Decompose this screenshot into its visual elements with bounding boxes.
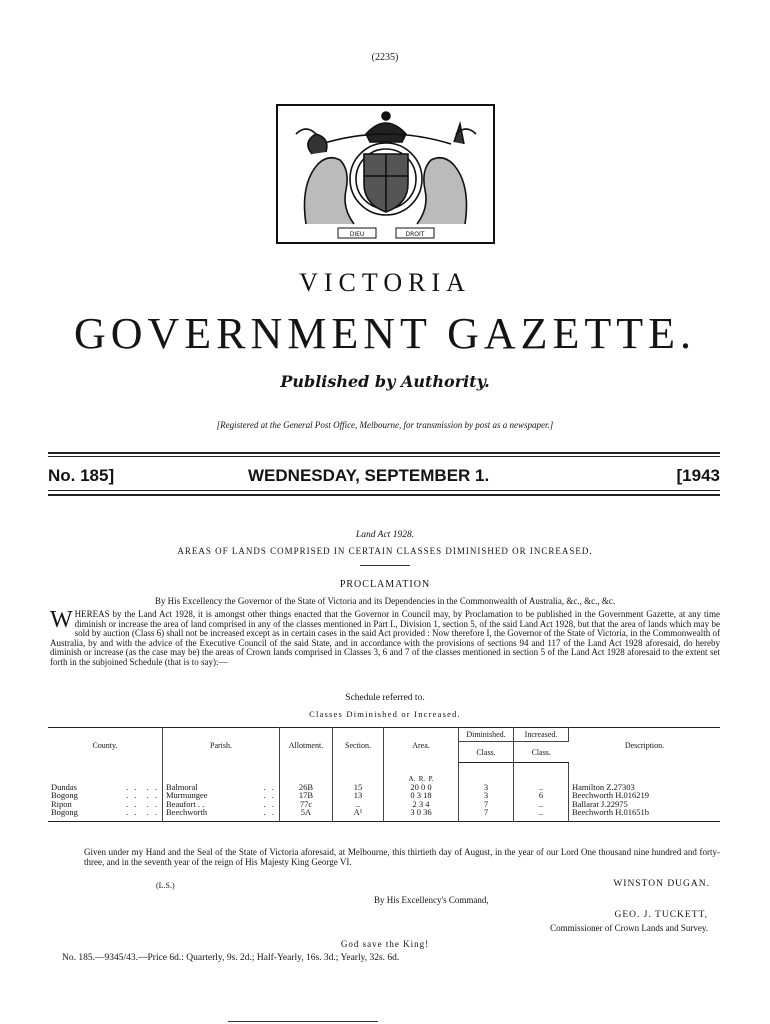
table-row: Ripon . . . . Beaufort . . . . 77c .. 2 3 4 7 .. Ballarat J.22975 — [48, 800, 720, 808]
crest-motto-left: DIEU — [349, 231, 365, 238]
price-footer: No. 185.—9345/43.—Price 6d.: Quarterly, 9s. 2d.; Half-Yearly, 16s. 3d.; Yearly, 32s. 6d. — [62, 953, 400, 963]
col-diminished: Diminished. — [459, 728, 514, 742]
col-increased-class: Class. — [514, 742, 569, 763]
governor-signature: WINSTON DUGAN. — [613, 879, 710, 889]
whereas-paragraph — [50, 607, 721, 668]
col-allotment: Allotment. — [280, 728, 333, 763]
issue-year: [1943 — [676, 466, 720, 485]
masthead-state: VICTORIA — [299, 268, 471, 297]
footer-rule — [228, 1021, 378, 1022]
masthead-rule-bottom — [48, 490, 720, 491]
col-increased: Increased. — [514, 728, 569, 742]
col-diminished-class: Class. — [459, 742, 514, 763]
given-under-hand: Given under my Hand and the Seal of the State of Victoria aforesaid, at Melbourne, this thirtieth day of August, in the year of our Lord One thousand nine hundred and forty-three, and in the seventh year of the reign of His Majesty King George VI. — [84, 847, 720, 867]
act-title: Land Act 1928. — [355, 530, 415, 540]
table-row: Dundas . . . . Balmoral . . 26B 15 20 0 0 3 .. Hamilton Z.27303 — [48, 783, 720, 791]
by-command-line: By His Excellency's Command, — [374, 895, 489, 905]
col-description: Description. — [569, 728, 721, 763]
by-excellency-line: By His Excellency the Governor of the State of Victoria and its Dependencies in the Commonwealth of Australia, &c., &c., &c. — [154, 596, 616, 606]
published-by-authority: Published by Authority. — [280, 372, 490, 391]
schedule-table — [48, 727, 720, 822]
col-area: Area. — [384, 728, 459, 763]
whereas-text: HEREAS by the Land Act 1928, it is amongst other things enacted that the Governor in Council may, by Proclamation to be published in the Government Gazette, at any time diminish or increase the area of land comprised in any of the classes mentioned in Part I., Division 1, section 5, of the said Land Act 1928, but that the area of lands which may be sold by auction (Class 6) shall not be increased except as in certain cases in the said Act provided : Now therefore I, the Governor of the State of Victoria, in the Commonwealth of Australia, by and with the advice of the Executive Council of the said State, and in accordance with the provisions of sections 94 and 117 of the Land Act 1928 aforesaid, do hereby diminish or increase (as the case may be) the areas of Crown lands comprised in Classes 3, 6 and 7 of the classes mentioned in section 5 of the Land Act 1928 aforesaid to the extent set forth in the subjoined Schedule (that is to say):— — [50, 609, 721, 667]
col-parish: Parish. — [163, 728, 280, 763]
table-row: Bogong . . . . Beechworth . . 5A A¹ 3 0 36 7 .. Beechworth H.01651b — [48, 808, 720, 821]
masthead-rule-top-thin — [48, 456, 720, 457]
col-county: County. — [48, 728, 163, 763]
minister-title: Commissioner of Crown Lands and Survey. — [550, 923, 708, 933]
masthead-rule-top — [48, 452, 720, 454]
schedule-title: Schedule referred to. — [345, 693, 425, 703]
issue-number: No. 185] — [48, 466, 115, 485]
masthead-title: GOVERNMENT GAZETTE. — [73, 309, 697, 358]
heading-divider — [360, 565, 410, 566]
schedule-subtitle: Classes Diminished or Increased. — [309, 709, 461, 719]
god-save-the-king: God save the King! — [340, 939, 430, 949]
proclamation-heading: PROCLAMATION — [339, 579, 431, 590]
royal-coat-of-arms-logo — [276, 104, 495, 244]
crest-motto-right: DROIT — [405, 231, 425, 238]
masthead-rule-bottom-thick — [48, 494, 720, 496]
minister-name: GEO. J. TUCKETT, — [614, 910, 708, 920]
page-number: (2235) — [371, 52, 399, 63]
seal-mark: (L.S.) — [156, 881, 175, 890]
col-section: Section. — [333, 728, 384, 763]
area-units: A. R. P. — [384, 763, 459, 783]
notice-heading: AREAS OF LANDS COMPRISED IN CERTAIN CLASSES DIMINISHED OR INCREASED. — [177, 546, 593, 556]
registration-note: [Registered at the General Post Office, Melbourne, for transmission by post as a newspaper.] — [216, 420, 554, 430]
issue-date: WEDNESDAY, SEPTEMBER 1. — [248, 466, 490, 485]
drop-capital: W — [50, 607, 73, 633]
table-row: Bogong . . . . Murmungee . . 17B 13 0 3 18 3 6 Beechworth H.016219 — [48, 791, 720, 799]
